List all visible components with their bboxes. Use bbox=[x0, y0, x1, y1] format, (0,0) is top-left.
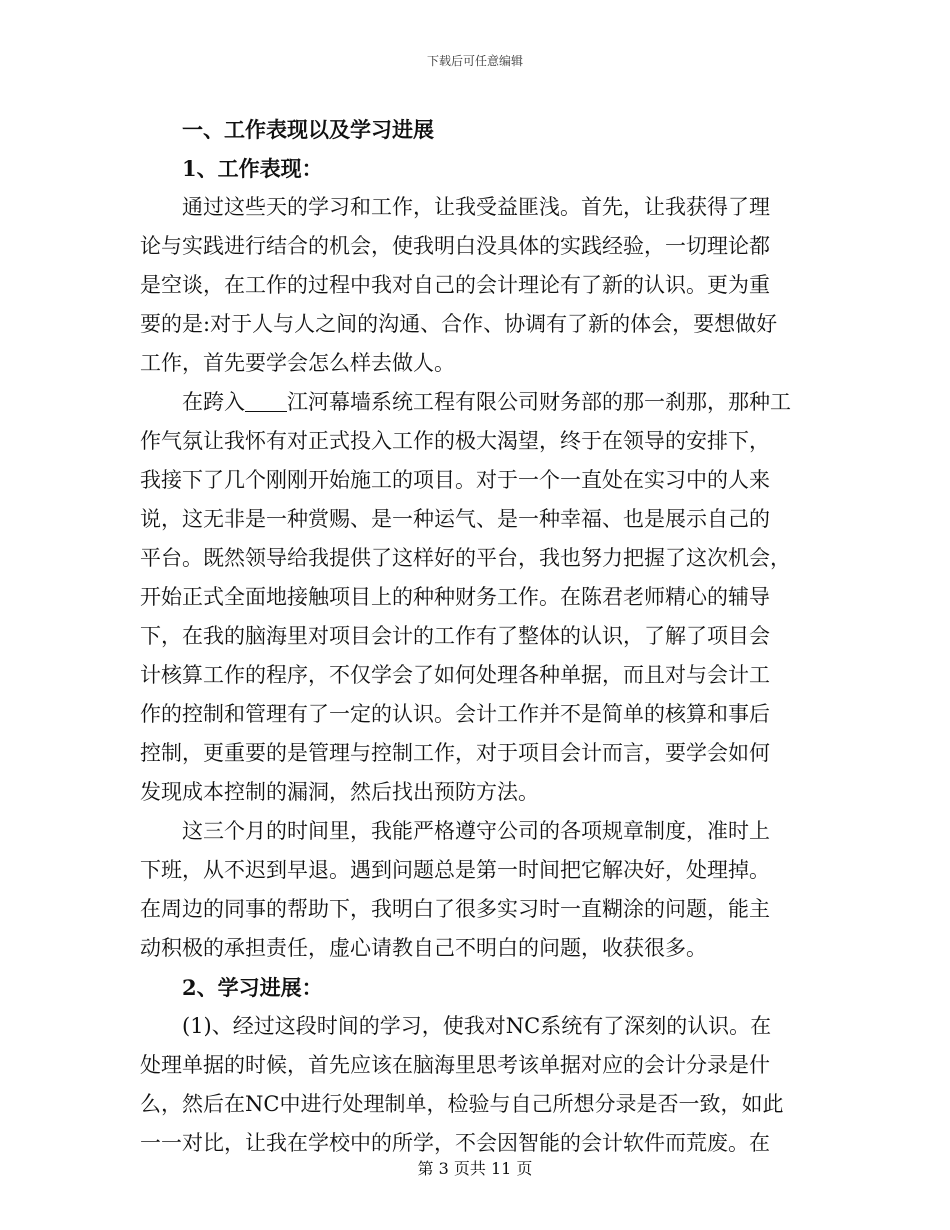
text-line bbox=[140, 1007, 800, 1046]
text-line bbox=[140, 617, 800, 656]
text-line bbox=[140, 773, 800, 812]
document-body bbox=[140, 110, 800, 1163]
line-text: 在跨入 bbox=[182, 390, 245, 414]
text-line bbox=[140, 812, 800, 851]
line-text: 通过这些天的学习和工作，让我受益匪浅。首先，让我获得了理 bbox=[182, 195, 770, 219]
line-text: 是空谈，在工作的过程中我对自己的会计理论有了新的认识。更为重 bbox=[140, 273, 770, 297]
section-heading bbox=[140, 968, 800, 1007]
line-text: 1、工作表现： bbox=[182, 156, 323, 181]
text-line bbox=[140, 188, 800, 227]
text-line bbox=[140, 890, 800, 929]
text-line bbox=[140, 695, 800, 734]
text-line bbox=[140, 1085, 800, 1124]
line-text: 要的是:对于人与人之间的沟通、合作、协调有了新的体会，要想做好 bbox=[140, 312, 778, 336]
line-text: 计核算工作的程序，不仅学会了如何处理各种单据，而且对与会计工 bbox=[140, 663, 770, 687]
text-line bbox=[140, 851, 800, 890]
line-text: 下，在我的脑海里对项目会计的工作有了整体的认识，了解了项目会 bbox=[140, 624, 770, 648]
text-line bbox=[140, 578, 800, 617]
line-text: 论与实践进行结合的机会，使我明白没具体的实践经验，一切理论都 bbox=[140, 234, 770, 258]
text-line bbox=[140, 266, 800, 305]
text-line bbox=[140, 1046, 800, 1085]
text-line bbox=[140, 461, 800, 500]
line-text: 发现成本控制的漏洞，然后找出预防方法。 bbox=[140, 780, 539, 804]
section-heading bbox=[140, 110, 800, 149]
line-text: 2、学习进展： bbox=[182, 975, 323, 1000]
page-header: 下载后可任意编辑 bbox=[426, 54, 523, 68]
line-text: 平台。既然领导给我提供了这样好的平台，我也努力把握了这次机会， bbox=[140, 546, 791, 570]
line-text: 说，这无非是一种赏赐、是一种运气、是一种幸福、也是展示自己的 bbox=[140, 507, 770, 531]
text-line bbox=[140, 383, 800, 422]
line-text: 我接下了几个刚刚开始施工的项目。对于一个一直处在实习中的人来 bbox=[140, 468, 770, 492]
section-heading bbox=[140, 149, 800, 188]
line-text: 在周边的同事的帮助下，我明白了很多实习时一直糊涂的问题，能主 bbox=[140, 897, 770, 921]
line-text: 下班，从不迟到早退。遇到问题总是第一时间把它解决好，处理掉。 bbox=[140, 858, 770, 882]
text-line bbox=[140, 344, 800, 383]
line-text: 控制，更重要的是管理与控制工作，对于项目会计而言，要学会如何 bbox=[140, 741, 770, 765]
line-text-continued: 江河幕墙系统工程有限公司财务部的那一刹那，那种工 bbox=[287, 390, 791, 414]
text-line bbox=[140, 500, 800, 539]
line-text: 处理单据的时候，首先应该在脑海里思考该单据对应的会计分录是什 bbox=[140, 1053, 770, 1077]
text-line bbox=[140, 422, 800, 461]
page-footer: 第 3 页共 11 页 bbox=[417, 1159, 533, 1178]
line-text: 么，然后在NC中进行处理制单，检验与自己所想分录是否一致，如此 bbox=[140, 1092, 784, 1116]
line-text: 一、工作表现以及学习进展 bbox=[182, 117, 434, 142]
text-line bbox=[140, 656, 800, 695]
fill-in-blank bbox=[245, 391, 287, 412]
line-text: 一一对比，让我在学校中的所学，不会因智能的会计软件而荒废。在 bbox=[140, 1131, 770, 1155]
text-line bbox=[140, 539, 800, 578]
text-line bbox=[140, 305, 800, 344]
line-text: 开始正式全面地接触项目上的种种财务工作。在陈君老师精心的辅导 bbox=[140, 585, 770, 609]
line-text: 作气氛让我怀有对正式投入工作的极大渴望，终于在领导的安排下， bbox=[140, 429, 770, 453]
line-text: 这三个月的时间里，我能严格遵守公司的各项规章制度，准时上 bbox=[182, 819, 770, 843]
line-text: (1)、经过这段时间的学习，使我对NC系统有了深刻的认识。在 bbox=[182, 1014, 772, 1038]
text-line bbox=[140, 929, 800, 968]
line-text: 工作，首先要学会怎么样去做人。 bbox=[140, 351, 455, 375]
line-text: 作的控制和管理有了一定的认识。会计工作并不是简单的核算和事后 bbox=[140, 702, 770, 726]
line-text: 动积极的承担责任，虚心请教自己不明白的问题，收获很多。 bbox=[140, 936, 707, 960]
text-line bbox=[140, 227, 800, 266]
text-line bbox=[140, 734, 800, 773]
